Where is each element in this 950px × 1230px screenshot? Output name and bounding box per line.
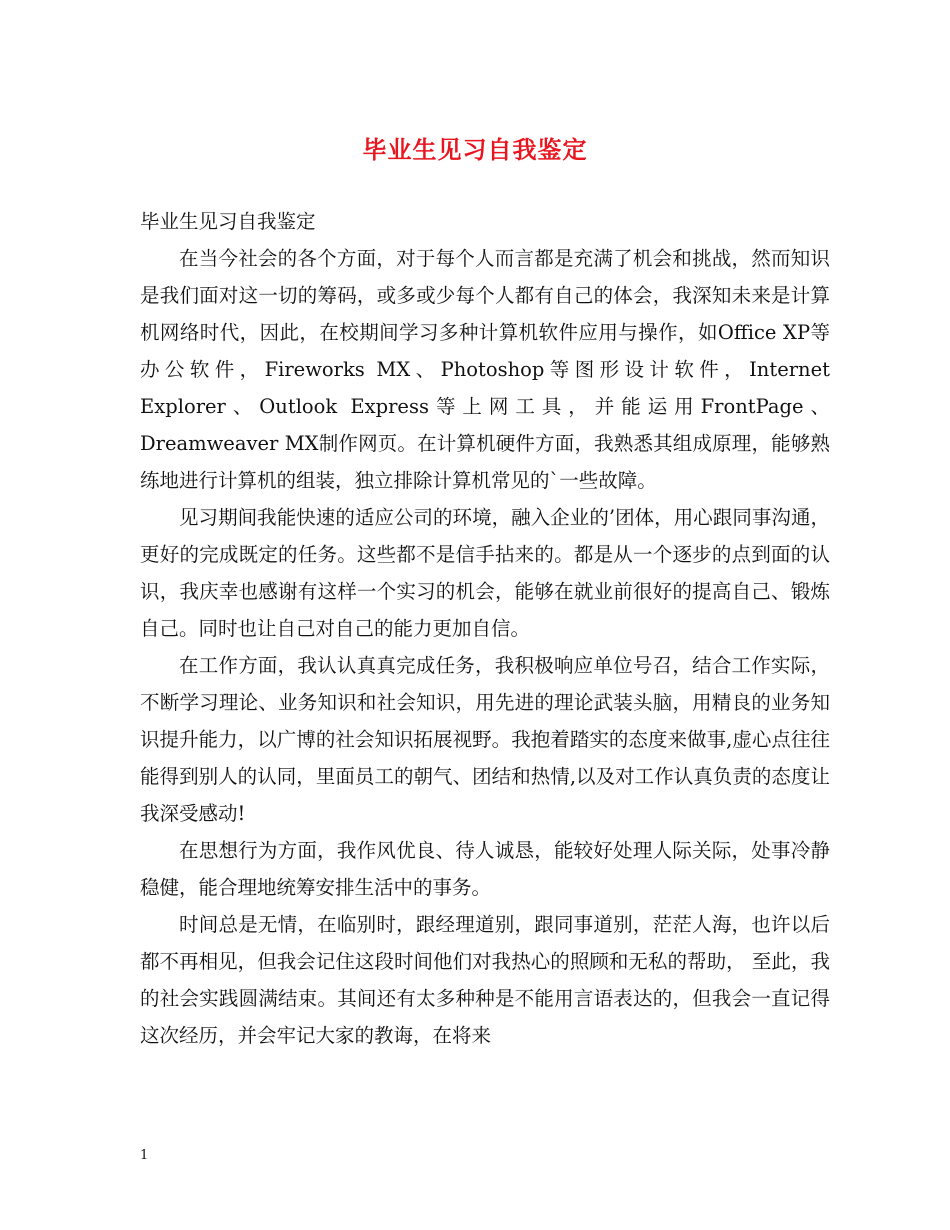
document-body — [140, 203, 830, 1054]
paragraph-conduct: 在思想行为方面，我作风优良、待人诚恳，能较好处理人际关际，处事冷静稳健，能合理地统筹安排生活中的事务。 — [140, 839, 830, 899]
paragraph-adaptation: 见习期间我能快速的适应公司的环境，融入企业的’团体，用心跟同事沟通，更好的完成既定的任务。这些都不是信手拈来的。都是从一个逐步的点到面的认识，我庆幸也感谢有这样一个实习的机会，能够在就业前很好的提高自己、锻炼自己。同时也让自己对自己的能力更加自信。 — [140, 506, 830, 640]
page-number: 1 — [140, 1148, 149, 1163]
paragraph-farewell: 时间总是无情，在临别时，跟经理道别，跟同事道别，茫茫人海，也许以后都不再相见，但我会记住这段时间他们对我热心的照顾和无私的帮助， 至此，我的社会实践圆满结束。其间还有太多种种是不能用言语表达的，但我会一直记得这次经历，并会牢记大家的教诲，在将来 — [140, 913, 830, 1047]
paragraph-work: 在工作方面，我认认真真完成任务，我积极响应单位号召，结合工作实际，不断学习理论、业务知识和社会知识，用先进的理论武装头脑，用精良的业务知识提升能力，以广博的社会知识拓展视野。我抱着踏实的态度来做事,虚心点往往能得到别人的认同，里面员工的朝气、团结和热情,以及对工作认真负责的态度让我深受感动! — [140, 654, 830, 825]
body-subheading: 毕业生见习自我鉴定 — [140, 210, 316, 233]
paragraph-skills: 在当今社会的各个方面，对于每个人而言都是充满了机会和挑战，然而知识是我们面对这一切的筹码，或多或少每个人都有自己的体会，我深知未来是计算机网络时代，因此，在校期间学习多种计算机软件应用与操作，如Office XP等办公软件，Fireworks MX、Photoshop等图形设计软件，Internet Explorer、Outlook Express等上网工具，并能运用FrontPage、Dreamweaver MX制作网页。在计算机硬件方面，我熟悉其组成原理，能够熟练地进行计算机的组装，独立排除计算机常见的`一些故障。 — [140, 247, 830, 492]
document-title: 毕业生见习自我鉴定 — [362, 135, 588, 164]
